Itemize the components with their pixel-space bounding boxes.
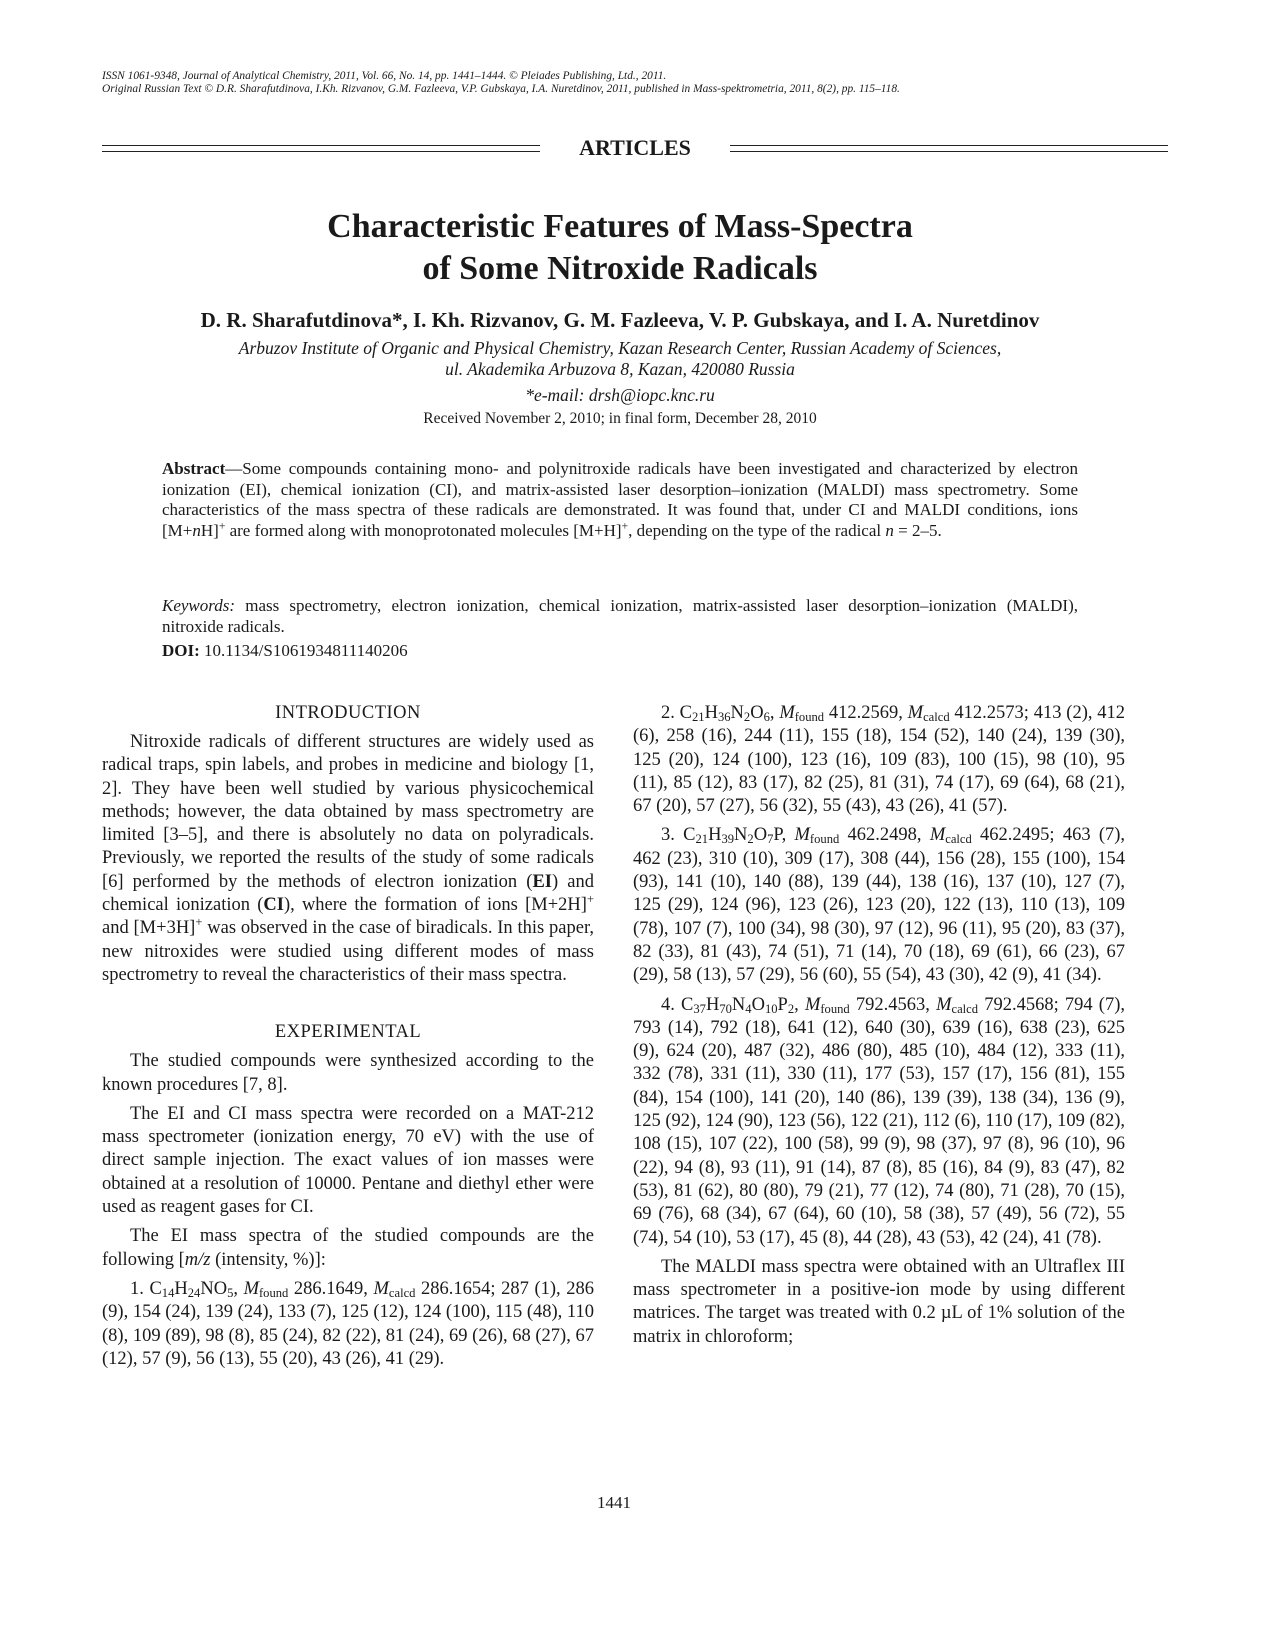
formula-subscript: 70 [719, 1001, 732, 1016]
formula-element: H [704, 703, 718, 723]
abstract-text: , depending on the type of the radical [628, 520, 886, 540]
formula-subscript: 4 [745, 1001, 752, 1016]
mass-subscript: calcd [388, 1286, 416, 1301]
original-text-header-line: Original Russian Text © D.R. Sharafutdinova, I.Kh. Rizvanov, G.M. Fazleeva, V.P. Gubskaya, I.A. Nuretdinov, 2011, published in Mass-spektrometria, 2011, 8(2), pp. 115–118. [102, 83, 900, 95]
formula-subscript: 2 [747, 832, 754, 847]
formula-element: N [730, 703, 744, 723]
abstract-text: are formed along with monoprotonated molecules [M+H] [225, 520, 622, 540]
formula-subscript: 39 [721, 832, 735, 847]
mass-subscript: found [820, 1001, 850, 1016]
mass-found: 792.4563, [849, 994, 937, 1015]
mass-found: 412.2569, [824, 703, 908, 723]
maldi-paragraph: The MALDI mass spectra were obtained with an Ultraflex III mass spectrometer in a positive-ion mode by using different matrices. The target was treated with 0.2 µL of 1% solution of the matrix in chloroform; [633, 1256, 1125, 1347]
mass-calcd: 462.2495; [971, 825, 1055, 846]
mass-symbol: M [929, 825, 946, 846]
formula-subscript: 24 [187, 1286, 201, 1301]
formula-subscript: 14 [161, 1286, 175, 1301]
section-banner [102, 134, 1168, 164]
affiliation [0, 338, 1240, 380]
formula-subscript: 21 [695, 832, 709, 847]
mass-symbol: M [936, 994, 952, 1015]
doi-label: DOI: [162, 641, 200, 660]
corresponding-email: *e-mail: drsh@iopc.knc.ru [525, 385, 715, 405]
formula-element: C [681, 994, 694, 1015]
formula-subscript: 6 [763, 710, 770, 725]
compound-number: 3. [661, 825, 684, 846]
experimental-heading: EXPERIMENTAL [274, 1022, 422, 1043]
formula-element: O [751, 994, 765, 1015]
intro-text: ), where the formation of ions [M+2H] [283, 895, 587, 916]
doi [162, 641, 408, 661]
formula-subscript: 37 [693, 1001, 706, 1016]
intro-ci: CI [263, 895, 284, 916]
mass-subscript: calcd [923, 710, 950, 725]
mass-subscript: calcd [945, 832, 972, 847]
author-list: D. R. Sharafutdinova*, I. Kh. Rizvanov, G. M. Fazleeva, V. P. Gubskaya, and I. A. Nuretdinov [200, 308, 1040, 332]
mass-calcd: 792.4568; [978, 994, 1059, 1015]
keywords-text: mass spectrometry, electron ionization, chemical ionization, matrix-assisted laser desorption–ionization (MALDI), nitroxide radicals. [162, 596, 1078, 636]
abstract-n: n [885, 520, 894, 540]
abstract-text: —Some compounds containing mono- and polynitroxide radicals have been investigated and characterized by electron ionization (EI), chemical ionization (CI), and matrix-assisted laser desorption–ionization (MALDI) mass spectrometry. Some characteristics of the mass spectra of these radicals are demonstrated. It was found that, under CI and MALDI conditions, ions [M+ [162, 459, 1078, 540]
formula-element: N [731, 994, 746, 1015]
formula-element: H [705, 994, 720, 1015]
formula-element: C [679, 703, 693, 723]
superscript-plus: + [218, 519, 226, 533]
affiliation-line-2: ul. Akademika Arbuzova 8, Kazan, 420080 Russia [445, 359, 795, 379]
mass-subscript: found [258, 1286, 289, 1301]
intro-text: and [M+3H] [102, 918, 196, 939]
compound-entry-4: 4. $C_{37}H_{70}N_4O_{10}P_2$, $M_{found}$ 792.4563, $M_{calcd}$ 792.4568; 794 (7), 793 (14), 792 (18), 641 (12), 640 (30), 639 (16), 638 (23), 625 (9), 624 (20), 487 (32), 486 (80), 485 (10), 484 (12), 333 (11), 332 (78), 331 (11), 330 (11), 177 (53), 157 (17), 156 (81), 155 (84), 154 (100), 141 (20), 140 (86), 139 (39), 138 (34), 136 (9), 125 (92), 124 (90), 123 (56), 122 (21), 112 (6), 110 (17), 109 (82), 108 (15), 107 (22), 100 (58), 99 (9), 98 (37), 97 (8), 96 (10), 96 (22), 94 (8), 93 (11), 91 (14), 87 (8), 85 (16), 84 (9), 83 (47), 82 (53), 81 (62), 80 (80), 79 (21), 77 (12), 74 (80), 71 (28), 70 (15), 69 (76), 68 (34), 67 (64), 60 (10), 58 (38), 57 (49), 56 (72), 55 (74), 54 (10), 53 (17), 45 (8), 44 (28), 43 (53), 42 (24), 41 (78). [633, 994, 1126, 1248]
double-rule-right [730, 145, 1168, 152]
abstract-label: Abstract [162, 459, 226, 478]
exp-text: (intensity, %)]: [210, 1249, 326, 1270]
page-number: 1441 [597, 1493, 631, 1512]
formula-subscript: 7 [767, 832, 774, 847]
abstract-text: = 2–5. [893, 520, 942, 540]
received-dates: Received November 2, 2010; in final form, December 28, 2010 [423, 410, 817, 427]
peak-list: 463 (7), 462 (23), 310 (10), 309 (17), 308 (44), 156 (28), 155 (100), 154 (93), 141 (10), 140 (88), 139 (44), 138 (16), 137 (10), 127 (7), 125 (29), 124 (96), 123 (26), 123 (20), 122 (13), 110 (13), 109 (78), 107 (7), 100 (34), 98 (30), 97 (12), 96 (11), 95 (20), 83 (37), 82 (33), 81 (43), 74 (51), 71 (14), 70 (18), 69 (61), 66 (23), 67 (29), 58 (13), 57 (29), 56 (60), 55 (54), 43 (30), 42 (9), 41 (34). [633, 825, 1126, 986]
introduction-heading: INTRODUCTION [275, 703, 421, 723]
formula-element: O [753, 825, 768, 846]
superscript-plus: + [621, 519, 629, 533]
mass-symbol: M [804, 994, 821, 1015]
compound-number: 4. [661, 994, 682, 1015]
mass-symbol: M [373, 1278, 389, 1299]
title-line-1: Characteristic Features of Mass-Spectra [327, 208, 913, 245]
formula-element: C [149, 1278, 162, 1299]
formula-subscript: 2 [787, 1001, 795, 1016]
mass-symbol: M [907, 703, 924, 723]
affiliation-line-1: Arbuzov Institute of Organic and Physical Chemistry, Kazan Research Center, Russian Academy of Sciences, [238, 338, 1002, 358]
peak-list: 287 (1), 286 (9), 154 (24), 139 (24), 133 (7), 125 (12), 124 (100), 115 (48), 110 (8), 109 (89), 98 (8), 85 (24), 82 (22), 81 (24), 69 (26), 68 (27), 67 (12), 57 (9), 56 (13), 55 (20), 43 (26), 41 (29). [102, 1278, 594, 1369]
intro-text: was observed in the case of biradicals. In this paper, new nitroxides were studied using different modes of mass spectrometry to reveal the characteristics of their mass spectra. [102, 918, 594, 985]
experimental-paragraph: The EI and CI mass spectra were recorded on a MAT-212 mass spectrometer (ionization energy, 70 eV) with the use of direct sample injection. The exact values of ion masses were obtained at a resolution of 10000. Pentane and diethyl ether were used as reagent gases for CI. [102, 1103, 594, 1218]
superscript-plus: + [586, 892, 594, 907]
journal-header-line: ISSN 1061-9348, Journal of Analytical Chemistry, 2011, Vol. 66, No. 14, pp. 1441–1444. © Pleiades Publishing, Ltd., 2011. [102, 70, 667, 82]
mass-found: 462.2498, [839, 825, 930, 846]
mass-calcd: 412.2573; [949, 703, 1029, 723]
mass-symbol: M [794, 825, 810, 846]
introduction-paragraph [102, 731, 594, 987]
compound-number: 1. [130, 1278, 150, 1299]
formula-subscript: 5 [227, 1286, 234, 1301]
formula-element: C [683, 825, 696, 846]
compound-number: 2. [661, 703, 680, 723]
left-column [102, 702, 594, 1377]
experimental-paragraph [102, 1225, 594, 1272]
formula-element: H [174, 1278, 188, 1299]
formula-subscript: 10 [764, 1001, 778, 1016]
right-column [633, 702, 1125, 1355]
mass-calcd: 286.1654; [415, 1278, 496, 1299]
keywords [162, 596, 1078, 637]
keywords-label: Keywords: [162, 596, 236, 615]
abstract-text: H] [200, 520, 219, 540]
formula-element: P [777, 994, 788, 1015]
mass-symbol: M [243, 1278, 259, 1299]
peak-list: 794 (7), 793 (14), 792 (18), 641 (12), 640 (30), 639 (16), 638 (23), 625 (9), 624 (20), 487 (32), 486 (80), 485 (10), 484 (12), 333 (11), 332 (78), 331 (11), 330 (11), 177 (53), 157 (17), 156 (81), 155 (84), 154 (100), 141 (20), 140 (86), 139 (39), 138 (34), 136 (9), 125 (92), 124 (90), 123 (56), 122 (21), 112 (6), 110 (17), 109 (82), 108 (15), 107 (22), 100 (58), 99 (9), 98 (37), 97 (8), 96 (10), 96 (22), 94 (8), 93 (11), 91 (14), 87 (8), 85 (16), 84 (9), 83 (47), 82 (53), 81 (62), 80 (80), 79 (21), 77 (12), 74 (80), 71 (28), 70 (15), 69 (76), 68 (34), 67 (64), 60 (10), 58 (38), 57 (49), 56 (72), 55 (74), 54 (10), 53 (17), 45 (8), 44 (28), 43 (53), 42 (24), 41 (78). [633, 994, 1126, 1248]
compound-entry-1: 1. $C_{14}H_{24}NO_5$, $M_{found}$ 286.1649, $M_{calcd}$ 286.1654; 287 (1), 286 (9), 154 (24), 139 (24), 133 (7), 125 (12), 124 (100), 115 (48), 110 (8), 109 (89), 98 (8), 85 (24), 82 (22), 81 (24), 69 (26), 68 (27), 67 (12), 57 (9), 56 (13), 55 (20), 43 (26), 41 (29). [102, 1278, 594, 1369]
intro-text: Nitroxide radicals of different structures are widely used as radical traps, spin labels, and probes in medicine and biology [1, 2]. They have been well studied by various physicochemical methods; however, the data obtained by mass spectrometry are limited [3–5], and there is absolutely no data on polyradicals. Previously, we reported the results of the study of some radicals [6] performed by the methods of electron ionization ( [102, 732, 594, 892]
compound-entry-2: 2. $C_{21}H_{36}N_2O_6$, $M_{found}$ 412.2569, $M_{calcd}$ 412.2573; 413 (2), 412 (6), 258 (16), 244 (11), 155 (18), 154 (52), 140 (24), 139 (30), 125 (20), 124 (100), 123 (16), 109 (83), 100 (15), 98 (10), 95 (11), 85 (12), 83 (17), 82 (25), 81 (31), 74 (17), 69 (64), 68 (21), 67 (20), 57 (27), 56 (32), 55 (43), 43 (26), 41 (57). [633, 703, 1126, 817]
mass-subscript: calcd [951, 1001, 979, 1016]
title-line-2: of Some Nitroxide Radicals [422, 250, 818, 287]
mass-subscript: found [794, 710, 825, 725]
formula-subscript: 36 [717, 710, 731, 725]
abstract-n: n [192, 520, 201, 540]
abstract [162, 459, 1078, 541]
experimental-paragraph: The studied compounds were synthesized according to the known procedures [7, 8]. [102, 1051, 594, 1095]
doi-value: 10.1134/S1061934811140206 [199, 641, 408, 660]
mass-symbol: M [779, 703, 795, 723]
formula-subscript: 21 [692, 710, 705, 725]
formula-element: NO [200, 1278, 228, 1299]
section-label: ARTICLES [579, 135, 691, 160]
exp-mz: m/z [184, 1249, 211, 1270]
mass-subscript: found [809, 832, 840, 847]
superscript-plus: + [195, 915, 203, 930]
exp-text: The EI mass spectra of the studied compounds are the following [ [102, 1226, 594, 1270]
formula-element: H [708, 825, 722, 846]
formula-element: N [734, 825, 748, 846]
formula-subscript: 2 [743, 710, 751, 725]
formula-element: O [750, 703, 764, 723]
intro-ei: EI [532, 871, 552, 892]
compound-entry-3: 3. $C_{21}H_{39}N_2O_7P$, $M_{found}$ 462.2498, $M_{calcd}$ 462.2495; 463 (7), 462 (23), 310 (10), 309 (17), 308 (44), 156 (28), 155 (100), 154 (93), 141 (10), 140 (88), 139 (44), 138 (16), 137 (10), 127 (7), 125 (29), 124 (96), 123 (26), 123 (20), 122 (13), 110 (13), 109 (78), 107 (7), 100 (34), 98 (30), 97 (12), 96 (11), 95 (20), 83 (37), 82 (33), 81 (43), 74 (51), 71 (14), 70 (18), 69 (61), 66 (23), 67 (29), 58 (13), 57 (29), 56 (60), 55 (54), 43 (30), 42 (9), 41 (34). [633, 825, 1126, 986]
mass-found: 286.1649, [288, 1278, 374, 1299]
double-rule-left [102, 145, 540, 152]
intro-text: ) and chemical ionization ( [102, 871, 594, 916]
peak-list: 413 (2), 412 (6), 258 (16), 244 (11), 155 (18), 154 (52), 140 (24), 139 (30), 125 (20), 124 (100), 123 (16), 109 (83), 100 (15), 98 (10), 95 (11), 85 (12), 83 (17), 82 (25), 81 (31), 74 (17), 69 (64), 68 (21), 67 (20), 57 (27), 56 (32), 55 (43), 43 (26), 41 (57). [633, 703, 1126, 817]
formula-element: P [773, 825, 782, 846]
article-title [0, 206, 1240, 290]
